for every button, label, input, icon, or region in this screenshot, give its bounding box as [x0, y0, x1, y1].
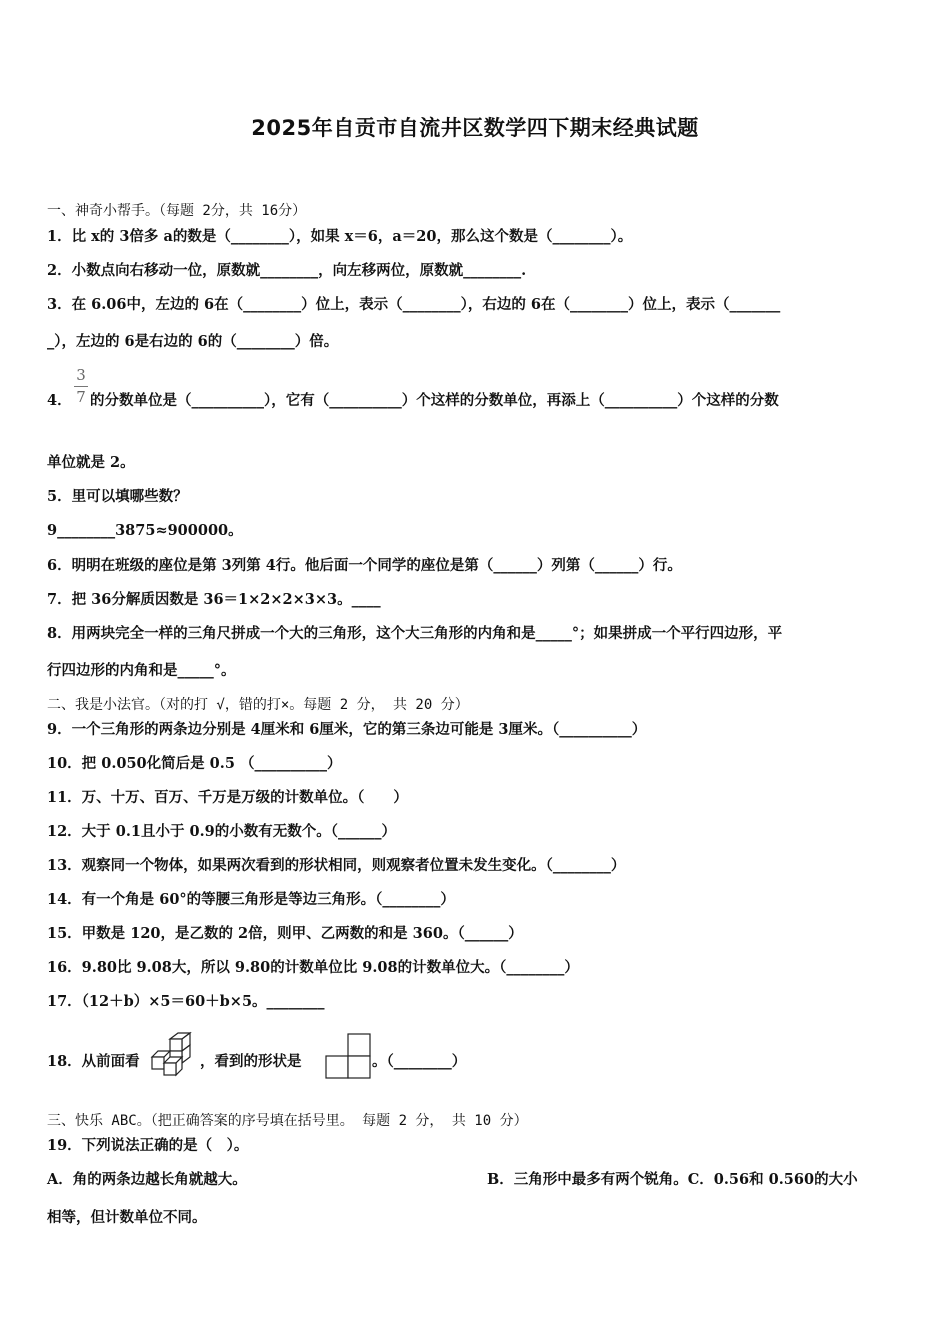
question-8-line-2: 行四边形的内角和是_____°。 [47, 662, 236, 679]
question-18-suffix: 。（________） [372, 1053, 467, 1070]
question-11: 11．万、十万、百万、千万是万级的计数单位。（ ） [47, 789, 408, 806]
question-14: 14．有一个角是 60°的等腰三角形是等边三角形。（________） [47, 891, 455, 908]
section-2-heading: 二、我是小法官。（对的打 √，错的打×。每题 2 分， 共 20 分） [47, 697, 469, 713]
fraction-three-sevenths [72, 366, 90, 407]
question-4-line-2: 单位就是 2。 [47, 454, 135, 471]
front-view-shape [324, 1033, 372, 1079]
fraction-denominator: 7 [76, 388, 86, 406]
question-17: 17．（12＋b）×5＝60＋b×5。________ [47, 993, 325, 1010]
question-18-prefix: 18．从前面看 [47, 1053, 140, 1070]
question-2: 2．小数点向右移动一位，原数就________，向左移两位，原数就________. [47, 262, 527, 279]
question-19-option-bc: B．三角形中最多有两个锐角。C．0.56和 0.560的大小 [487, 1171, 858, 1188]
question-6: 6．明明在班级的座位是第 3列第 4行。他后面一个同学的座位是第（______）列第（______）行。 [47, 557, 682, 574]
question-12: 12．大于 0.1且小于 0.9的小数有无数个。（______） [47, 823, 396, 840]
question-19-option-c-cont: 相等，但计数单位不同。 [47, 1209, 207, 1226]
cube-stack-figure [150, 1031, 196, 1079]
question-15: 15．甲数是 120，是乙数的 2倍，则甲、乙两数的和是 360。（______） [47, 925, 523, 942]
question-4-number: 4． [47, 392, 72, 409]
question-19: 19．下列说法正确的是（ ）。 [47, 1137, 249, 1154]
question-10: 10．把 0.050化简后是 0.5 （__________） [47, 755, 342, 772]
question-3-line-1: 3．在 6.06中，左边的 6在（________）位上，表示（________），右边的 6在（________）位上，表示（_______ [47, 296, 781, 313]
question-19-option-a: A．角的两条边越长角就越大。 [47, 1171, 247, 1188]
question-5-line-2: 9________3875≈900000。 [47, 522, 243, 539]
question-1: 1．比 x的 3倍多 a的数是（________），如果 x＝6，a＝20，那么这个数是（________）。 [47, 228, 633, 245]
section-1-heading: 一、神奇小帮手。（每题 2分，共 16分） [47, 203, 307, 219]
question-3-line-2: _），左边的 6是右边的 6的（________）倍。 [47, 333, 339, 350]
fraction-numerator: 3 [76, 366, 86, 384]
page-title: 2025年自贡市自流井区数学四下期末经典试题 [251, 116, 699, 140]
question-4-line-1: 的分数单位是（__________），它有（__________）个这样的分数单位，再添上（__________）个这样的分数 [90, 392, 779, 409]
question-9: 9．一个三角形的两条边分别是 4厘米和 6厘米，它的第三条边可能是 3厘米。（__________） [47, 721, 647, 738]
section-3-heading: 三、快乐 ABC。（把正确答案的序号填在括号里。 每题 2 分， 共 10 分） [47, 1113, 528, 1129]
question-18-middle: ，看到的形状是 [200, 1053, 302, 1070]
question-16: 16．9.80比 9.08大，所以 9.80的计数单位比 9.08的计数单位大。（________） [47, 959, 579, 976]
question-5-line-1: 5．里可以填哪些数？ [47, 488, 188, 505]
question-13: 13．观察同一个物体，如果两次看到的形状相同，则观察者位置未发生变化。（________） [47, 857, 626, 874]
question-8-line-1: 8．用两块完全一样的三角尺拼成一个大的三角形，这个大三角形的内角和是_____°；如果拼成一个平行四边形，平 [47, 625, 783, 642]
question-7: 7．把 36分解质因数是 36＝1×2×2×3×3。____ [47, 591, 381, 608]
